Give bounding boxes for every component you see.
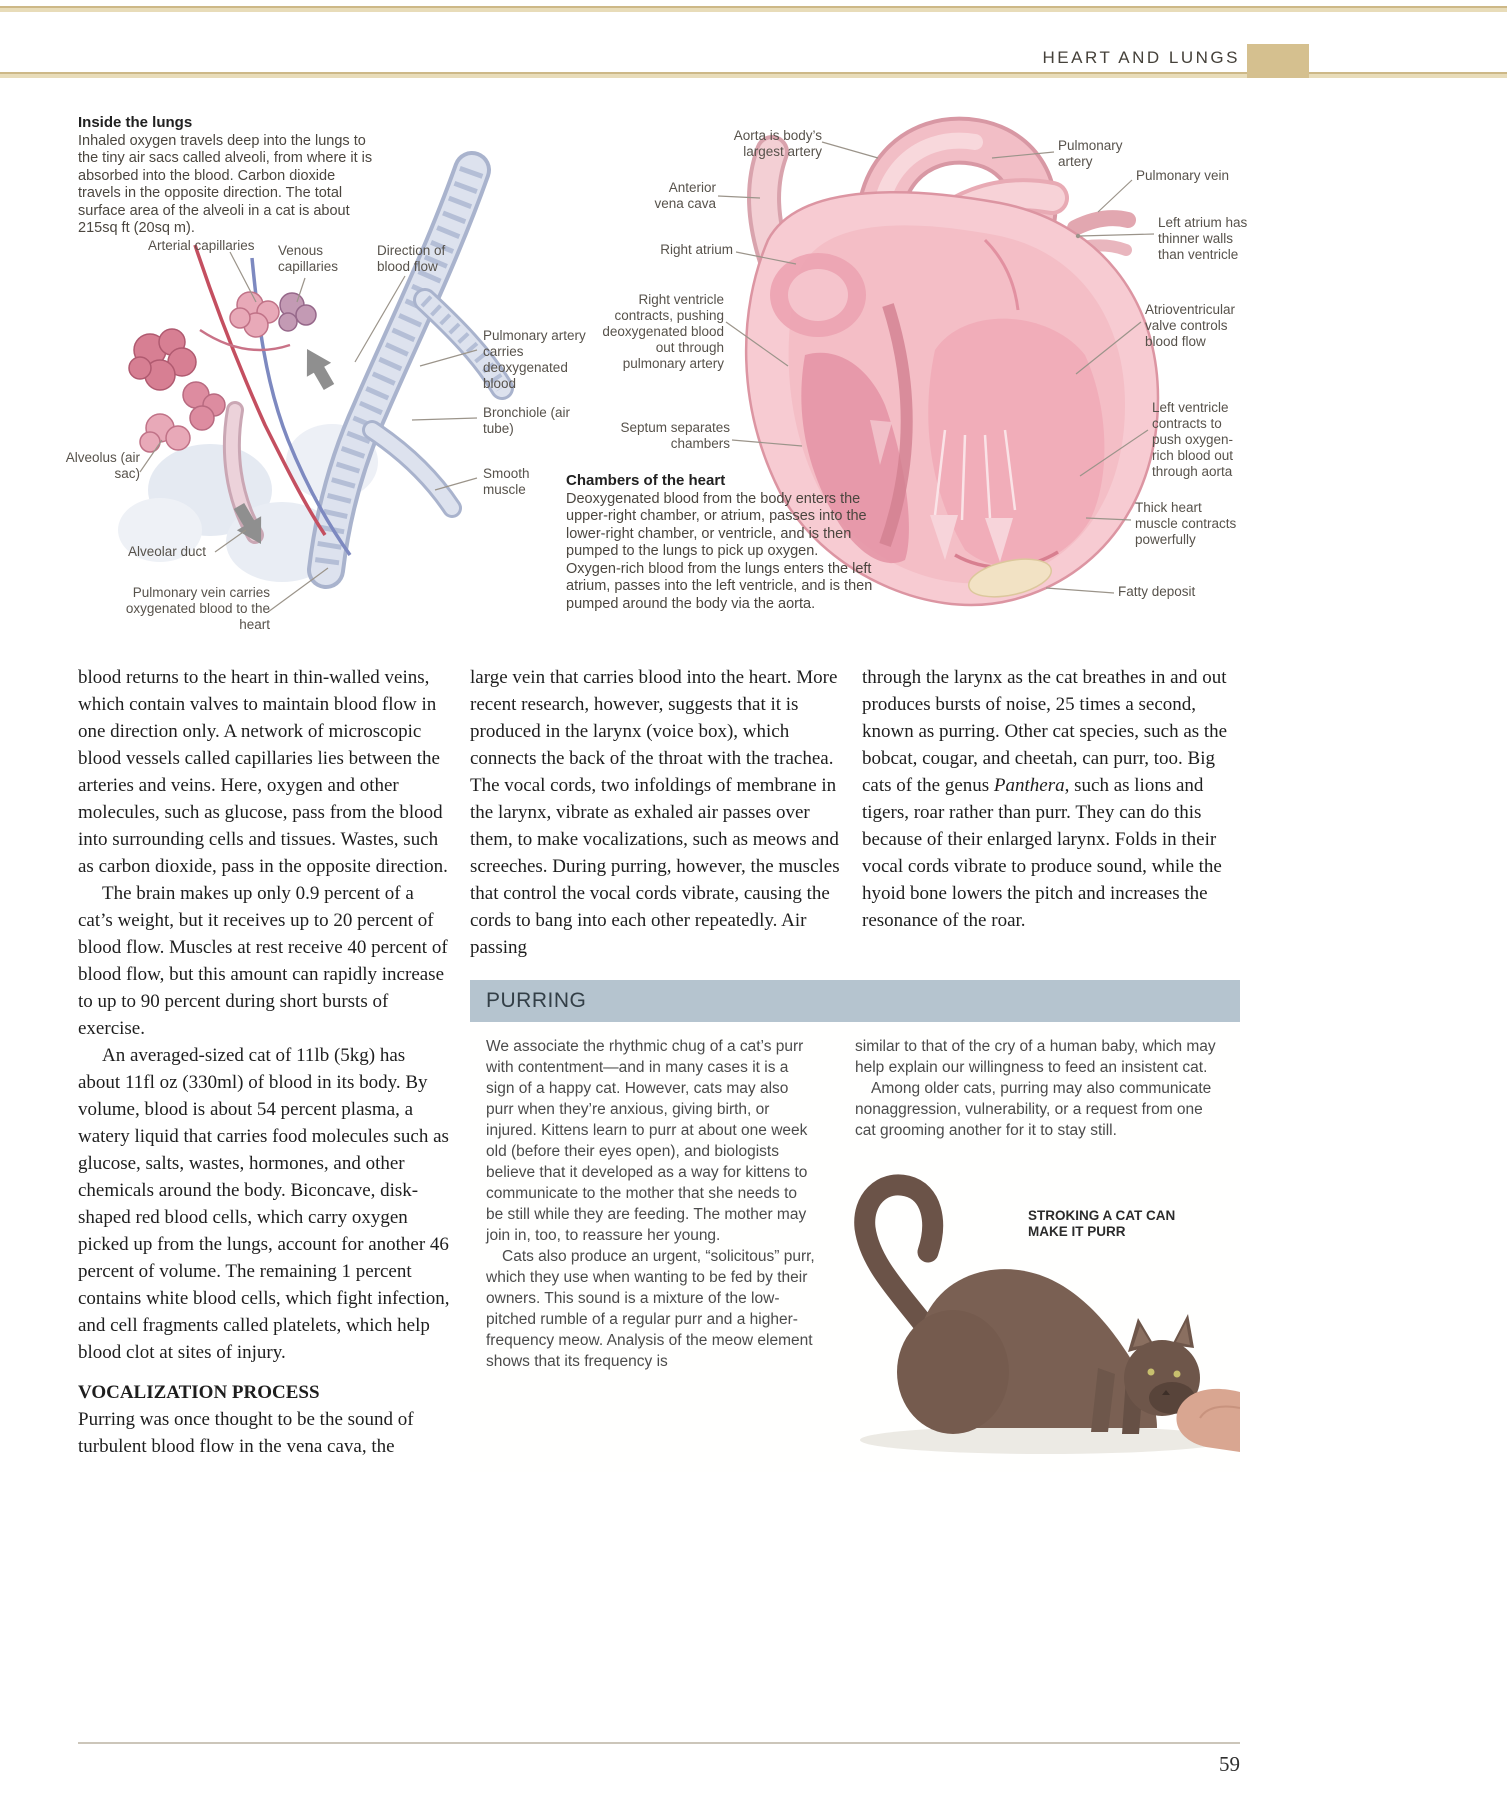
label-alveolus: Alveolus (air sac): [65, 450, 140, 481]
chambers-caption-block: [566, 472, 876, 613]
label-arterial-capillaries: Arterial capillaries: [148, 238, 255, 253]
paragraph: [862, 664, 1234, 934]
label-right-ventricle: Right ventricle contracts, pushing deoxygenated blood out through pulmonary artery: [602, 292, 724, 371]
paragraph: An averaged-sized cat of 11lb (5kg) has about 11fl oz (330ml) of blood in its body. By volume, blood is about 54 percent plasma, a watery liquid that carries food molecules such as glucose, salts, wastes, hormones, and other chemicals around the body. Biconcave, disk-shaped red blood cells, which carry oxygen picked up from the lungs, account for another 46 percent of volume. The remaining 1 percent contains white blood cells, which fight infection, and cell fragments called platelets, which help blood clot at sites of injury.: [78, 1045, 450, 1363]
chambers-text: Deoxygenated blood from the body enters the upper-right chamber, or atrium, passes into the lower-right chamber, or ventricle, and is then pumped to the lungs to pick up oxygen. Oxygen-rich blood from the lungs enters the left atrium, passes into the left ventricle, and is then pumped around the body via the aorta.: [566, 490, 873, 612]
chambers-heading: Chambers of the heart: [566, 472, 726, 489]
purring-right-column: [855, 1036, 1217, 1141]
running-head: HEART AND LUNGS: [1042, 48, 1240, 67]
paragraph: large vein that carries blood into the heart. More recent research, however, suggests that it is produced in the larynx (voice box), which connects the back of the throat with the trachea. The vocal cords, two infoldings of membrane in the larynx, vibrate as exhaled air passes over them, to make vocalizations, such as meows and screeches. During purring, however, the muscles that control the vocal cords vibrate, causing the cords to bang into each other repeatedly. Air passing: [470, 667, 840, 958]
label-venous-capillaries: Venous capillaries: [278, 243, 339, 274]
paragraph: The brain makes up only 0.9 percent of a cat’s weight, but it receives up to 20 percent of blood flow. Muscles at rest receive 40 percent of blood flow, but this amount can rapidly increase to up to 90 percent during short bursts of exercise.: [78, 883, 448, 1039]
lungs-intro-heading: Inside the lungs: [78, 114, 193, 131]
paragraph: Among older cats, purring may also communicate nonaggression, vulnerability, or a request from one cat grooming another for it to stay still.: [855, 1080, 1212, 1139]
label-pulmonary-artery-heart: Pulmonary artery: [1058, 138, 1123, 169]
paragraph-part: through the larynx as the cat breathes in and out produces bursts of noise, 25 times a second, known as purring. Other cat species, such as the bobcat, cougar, and cheetah, can purr, too. Big cats of the genus: [862, 667, 1228, 796]
header-tan-block: [1247, 44, 1309, 78]
purring-feature-box: [470, 980, 1240, 1472]
cat-photo-caption: STROKING A CAT CAN MAKE IT PURR: [1028, 1208, 1176, 1239]
body-column-1: [78, 664, 450, 1460]
paragraph: similar to that of the cry of a human baby, which may help explain our willingness to feed an insistent cat.: [855, 1038, 1216, 1076]
paragraph: We associate the rhythmic chug of a cat’s purr with contentment—and in many cases it is a sign of a happy cat. However, cats may also purr when they’re anxious, giving birth, or injured. Kittens learn to purr at about one week old (before their eyes open), and biologists believe that it developed as a way for kittens to communicate to the mother that she needs to be still while they are feeding. The mother may join in, too, to reassure her young.: [486, 1038, 808, 1244]
body-column-3: [862, 664, 1234, 934]
paragraph: Cats also produce an urgent, “solicitous” purr, which they use when wanting to be fed by their owners. This sound is a mixture of the low-pitched rumble of a regular purr and a higher-frequency meow. Analysis of the meow element shows that its frequency is: [486, 1248, 815, 1370]
label-fatty-deposit: Fatty deposit: [1118, 584, 1196, 599]
paragraph: blood returns to the heart in thin-walled veins, which contain valves to maintain blood flow in one direction only. A network of microscopic blood vessels called capillaries lies between the arteries and veins. Here, oxygen and other molecules, such as glucose, pass from the blood into surrounding cells and tissues. Wastes, such as carbon dioxide, pass in the opposite direction.: [78, 667, 448, 877]
label-thick-muscle: Thick heart muscle contracts powerfully: [1135, 500, 1237, 547]
purring-left-column: [486, 1036, 818, 1372]
label-alveolar-duct: Alveolar duct: [128, 544, 207, 559]
top-rule-band: [0, 6, 1507, 12]
vocalization-process-heading: VOCALIZATION PROCESS: [78, 1382, 320, 1403]
cat-photo: [810, 1140, 1240, 1470]
anatomy-diagram-area: [0, 100, 1507, 665]
label-pulmonary-vein-lung: Pulmonary vein carries oxygenated blood to the heart: [125, 585, 270, 632]
lungs-intro-text: Inhaled oxygen travels deep into the lungs to the tiny air sacs called alveoli, from where it is absorbed into the blood. Carbon dioxide travels in the opposite direction. The total surface area of the alveoli in a cat is about 215sq ft (20sq m).: [78, 132, 373, 236]
purring-box-header: PURRING: [470, 980, 1240, 1022]
label-atrioventricular-valve: Atrioventricular valve controls blood flow: [1145, 302, 1236, 349]
label-right-atrium: Right atrium: [660, 242, 733, 257]
label-smooth-muscle: Smooth muscle: [483, 466, 530, 497]
label-anterior-vena-cava: Anterior vena cava: [654, 180, 716, 211]
paragraph-part: , such as lions and tigers, roar rather than purr. They can do this because of their enlarged larynx. Folds in their vocal cords vibrate to produce sound, while the hyoid bone lowers the pitch and increases the resonance of the roar.: [862, 775, 1222, 931]
page-number: 59: [1219, 1752, 1240, 1776]
footer-rule: [78, 1742, 1240, 1744]
lungs-intro-block: [78, 114, 380, 238]
paragraph: Purring was once thought to be the sound of turbulent blood flow in the vena cava, the: [78, 1409, 414, 1457]
label-pulmonary-vein-heart: Pulmonary vein: [1136, 168, 1230, 183]
label-left-atrium: Left atrium has thinner walls than ventricle: [1158, 215, 1248, 262]
label-pulmonary-artery-lung: Pulmonary artery carries deoxygenated blood: [483, 328, 586, 391]
label-left-ventricle: Left ventricle contracts to push oxygen-rich blood out through aorta: [1152, 400, 1234, 479]
label-direction-of-blood-flow: Direction of blood flow: [377, 243, 446, 274]
genus-name-italic: Panthera: [993, 775, 1065, 796]
body-column-2: [470, 664, 842, 961]
label-aorta: Aorta is body’s largest artery: [733, 128, 822, 159]
label-septum: Septum separates chambers: [620, 420, 730, 451]
label-bronchiole: Bronchiole (air tube): [483, 405, 571, 436]
